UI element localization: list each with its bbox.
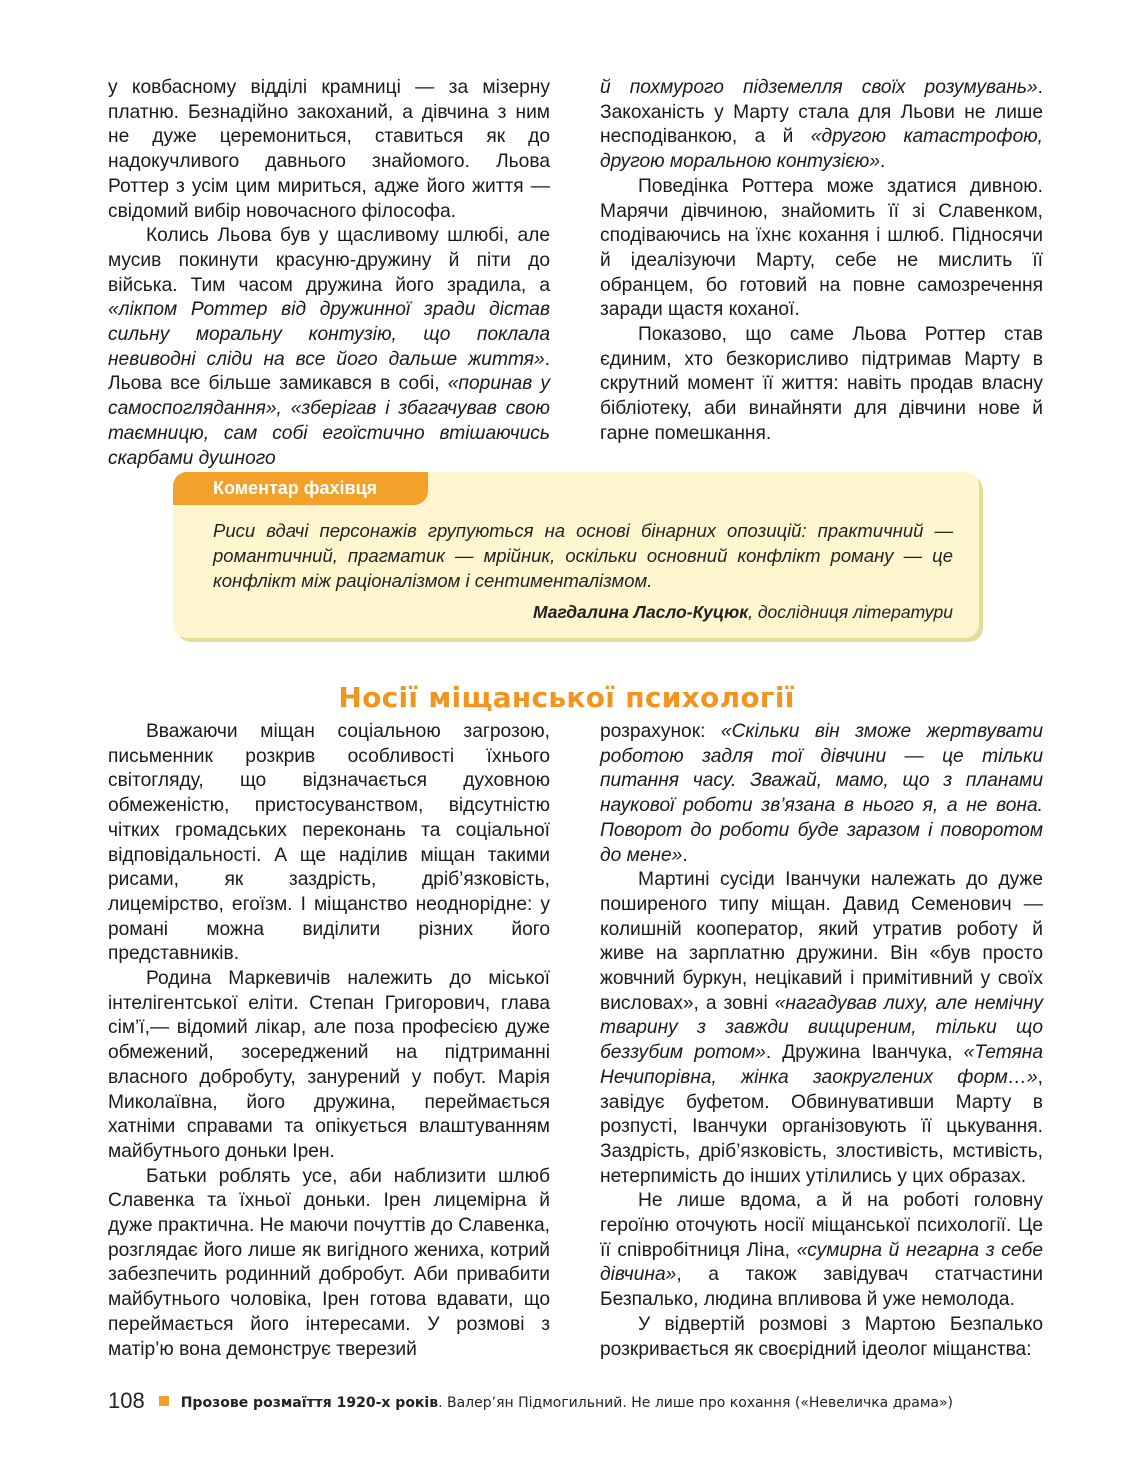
body-text: Колись Льова був у щасливому шлюбі, але мусив покинути красуню-дружину й піти до війська. Тим часом дружина його зрадила, а	[108, 225, 550, 296]
paragraph	[600, 76, 1043, 175]
quote-text: «сумирна й негарна з себе дівчина»	[600, 1239, 1044, 1286]
paragraph	[108, 224, 550, 471]
page-footer	[108, 1389, 1038, 1415]
body-text: , а також завідувач статчастини Безпалько, людина впливова й уже немолода.	[600, 1264, 1043, 1311]
body-text: Батьки роблять усе, аби наблизити шлюб Славенка та їхньої доньки. Ірен лицемірна й дуже практична. Не маючи почуттів до Славенка, розглядає його лише як вигідного жениха, котрий забезпечить родинний добробут. Аби привабити майбутнього чоловіка, Ірен готова вдавати, що переймається його інтересами. У розмові з матір’ю вона демонструє тверезий	[108, 1165, 550, 1360]
author-role: , дослідниця літератури	[748, 602, 953, 622]
expert-comment-text: Риси вдачі персонажів групуються на основі бінарних опозицій: практичний — романтичний, прагматик — мрійник, оскільки основний конфлікт роману — це конфлікт між раціоналізмом і сентименталізмом.	[213, 520, 953, 591]
body-text: Вважаючи міщан соціальною загрозою, письменник розкрив особливості їхнього світогляду, що відзначається духовною обмеженістю, пристосуванством, відсутністю чітких громадських переконань та соціальної відповідальності. А ще наділив міщан такими рисами, як заздрість, дріб’язковість, лицемірство, егоїзм. І міщанство неоднорідне: у романі можна виділити різних його представників.	[108, 721, 550, 965]
body-text: Мартині сусіди Іванчуки належать до дуже поширеного типу міщан. Давид Семенович — колишній кооператор, який утратив роботу й живе на зарплатню дружини. Він «був просто жовчний буркун, нецікавий і примітивний у своїх висловах», а зовні	[600, 869, 1043, 1014]
paragraph	[600, 1189, 1043, 1313]
body-text: Не лише вдома, а й на роботі головну героїню оточують носії міщанської психології. Це її співробітниця Ліна,	[600, 1190, 1043, 1261]
quote-text: «поринав у самоспоглядання», «зберігав і збагачував свою таємницю, сам собі егоїстично втішаючись скарбами душного	[108, 373, 550, 469]
body-text: у ковбасному відділі крамниці — за мізерну платню. Безнадійно закоханий, а дівчина з ним не дуже церемониться, ставиться як до надокучливого давнього знайомого. Льова Роттер з усім цим мириться, адже його життя — свідомий вибір новочасного філософа.	[108, 77, 550, 222]
quote-text: «Тетяна Нечипорівна, жінка заокруглених форм…»	[600, 1042, 1044, 1088]
quote-text: «нагадував лиху, але немічну тварину з завжди вищиреним, тільки що беззубим ротом»	[600, 992, 1043, 1064]
bottom-right-column	[600, 720, 1043, 1362]
quote-text: й похмурого підземелля своїх розумувань»	[600, 77, 1038, 98]
body-text: Родина Маркевичів належить до міської інтелігентської еліти. Степан Григорович, глава сім’ї,— відомий лікар, але поза професією дуже обмежений, зосереджений на підтриманні власного добробуту, занурений у побут. Марія Миколаївна, його дружина, переймається хатніми справами та опікується влаштуванням майбутнього доньки Ірен.	[108, 968, 550, 1162]
expert-comment-author	[533, 600, 953, 624]
body-text: . Льова все більше замикався в собі,	[108, 348, 550, 395]
section-title: Носії міщанської психології	[338, 681, 795, 714]
paragraph	[600, 1313, 1043, 1362]
paragraph	[108, 1165, 550, 1363]
footer-section-title: Прозове розмаїття 1920-х років	[180, 1395, 439, 1411]
footer-square-icon	[159, 1396, 169, 1406]
paragraph	[108, 76, 550, 224]
paragraph	[600, 323, 1043, 447]
body-text: У відвертій розмові з Мартою Безпалько розкривається як своєрідний ідеолог міщанства:	[600, 1313, 1043, 1360]
paragraph	[108, 967, 550, 1165]
paragraph	[108, 720, 550, 967]
expert-comment-heading: Коментар фахівця	[173, 472, 428, 505]
quote-text: «Скільки він зможе жертвувати роботою задля тої дівчини — це тільки питання часу. Зважай, мамо, що з планами наукової роботи зв’язана в нього я, а не вона. Поворот до роботи буде заразом і поворотом до мене»	[600, 721, 1043, 866]
paragraph	[600, 175, 1043, 323]
body-text: Показово, що саме Льова Роттер став єдиним, хто безкорисливо підтримав Марту в скрутний момент її життя: навіть продав власну бібліотеку, аби винайняти для дівчини нове й гарне помешкання.	[600, 324, 1043, 444]
body-text: , завідує буфетом. Обвинувативши Марту в розпусті, Іванчуки організовують її цькування. Заздрість, дріб’язковість, злостивість, мстивість, нетерпимість до інших утілились у цих образах.	[600, 1066, 1043, 1187]
body-text: . Дружина Іванчука,	[765, 1042, 964, 1064]
page-number: 108	[108, 1388, 145, 1413]
body-text: .	[682, 844, 688, 866]
body-text: .	[880, 151, 886, 173]
body-text: . Закоханість у Марту стала для Льови не лише несподіванкою, а й	[600, 77, 1043, 148]
quote-text: «другою катастрофою, другою моральною контузією»	[600, 126, 1043, 173]
author-name: Магдалина Ласло-Куцюк	[533, 602, 749, 622]
bottom-left-column	[108, 720, 550, 1362]
body-text: Поведінка Роттера може здатися дивною. Марячи дівчиною, знайомить її зі Славенком, сподіваючись на їхнє кохання і шлюб. Підносячи й ідеалізуючи Марту, себе не мислить її обранцем, бо готовий на повне самозречення заради щастя коханої.	[600, 175, 1043, 321]
body-text: розрахунок:	[600, 721, 721, 742]
top-left-column	[108, 76, 550, 471]
footer-chapter-title: . Валер’ян Підмогильний. Не лише про кохання («Невеличка драма»)	[438, 1395, 954, 1411]
quote-text: «лікпом Роттер від дружинної зради дістав сильну моральну контузію, що поклала невиводні сліди на все його дальше життя»	[108, 299, 550, 370]
paragraph	[600, 868, 1043, 1189]
paragraph	[600, 720, 1043, 868]
top-right-column	[600, 76, 1043, 447]
